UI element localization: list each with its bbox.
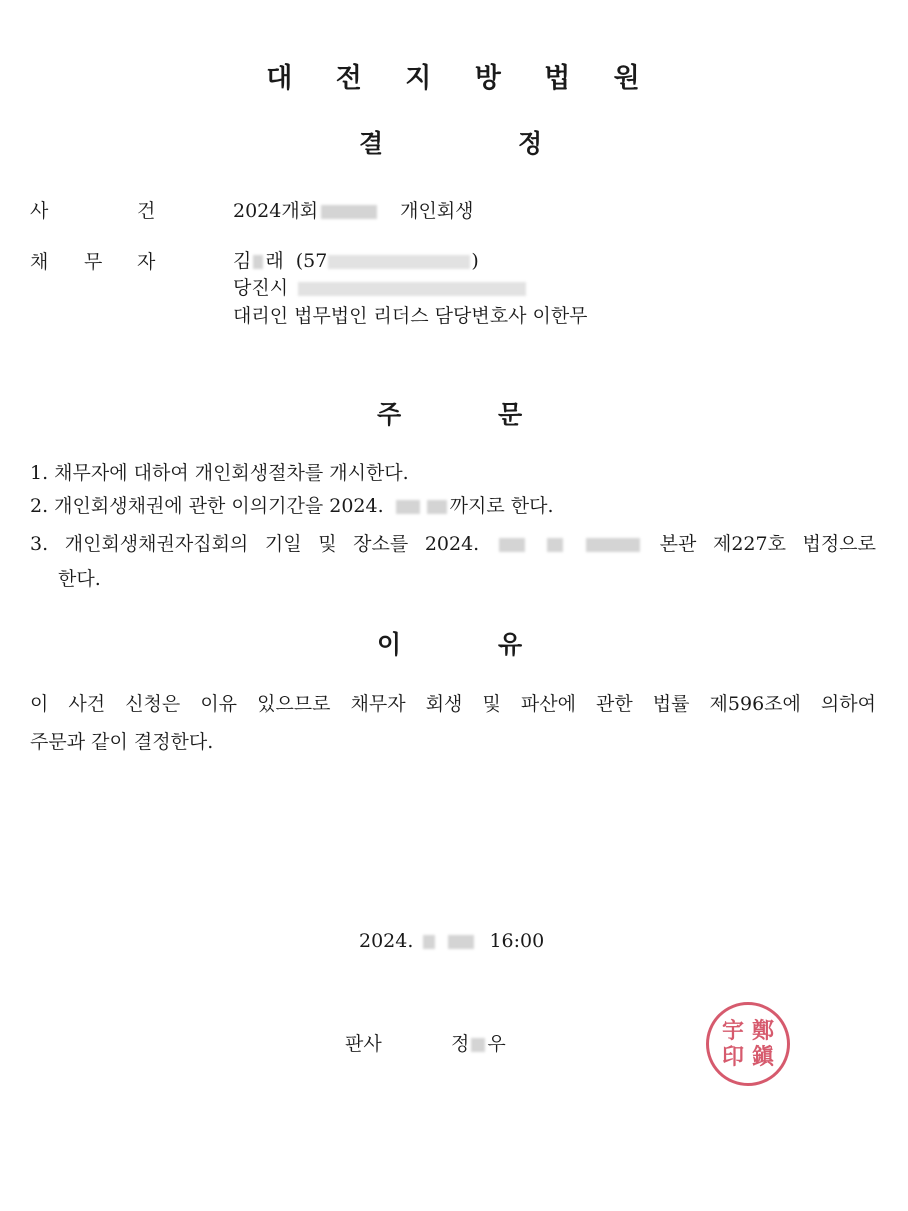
reason-line-1: 이 사건 신청은 이유 있으므로 채무자 회생 및 파산에 관한 법률 제596조에 의하여 — [30, 693, 876, 715]
reason-line-2: 주문과 같이 결정한다. — [30, 731, 214, 753]
case-number — [233, 196, 474, 223]
seal-glyph-4: 鎭 — [751, 1044, 774, 1070]
decision-date-year: 2024. — [359, 930, 414, 952]
redacted-case-number — [321, 205, 377, 219]
debtor-name-first: 김 — [233, 250, 252, 272]
redacted-decision-month — [423, 935, 435, 949]
order-title-left: 주 — [377, 400, 402, 429]
redacted-judge-name — [471, 1038, 485, 1052]
debtor-address-line — [233, 273, 529, 300]
case-label-1: 사 — [30, 200, 49, 222]
debtor-id-open: (57 — [295, 250, 328, 272]
order-item-3-continued: 한다. — [58, 568, 101, 590]
redacted-id-number — [328, 255, 470, 269]
redacted-date-day — [427, 500, 447, 514]
debtor-name-line — [233, 246, 479, 273]
debtor-name-last: 래 — [265, 250, 284, 272]
decision-time: 16:00 — [489, 930, 545, 952]
case-label-2: 건 — [137, 200, 156, 222]
redacted-meeting-time — [586, 538, 640, 552]
redacted-decision-day — [448, 935, 474, 949]
judge-name — [451, 1029, 506, 1056]
judge-name-first: 정 — [451, 1033, 470, 1055]
reason-title-right: 유 — [498, 630, 523, 659]
debtor-id-close: ) — [471, 250, 479, 272]
seal-glyph-3: 印 — [721, 1044, 744, 1070]
seal-glyph-1: 宇 — [721, 1018, 744, 1044]
court-name: 대 전 지 방 법 원 — [266, 63, 642, 94]
case-type: 개인회생 — [400, 200, 474, 222]
seal-glyph-2: 鄭 — [751, 1018, 774, 1044]
case-number-prefix: 2024개회 — [233, 200, 319, 222]
judge-title: 판사 — [345, 1033, 382, 1055]
debtor-label-1: 채 — [30, 251, 49, 273]
debtor-representative: 대리인 법무법인 리더스 담당변호사 이한무 — [233, 305, 588, 327]
order-item-3-place: 본관 제227호 법정으로 — [659, 533, 876, 555]
order-item-2-suffix: 까지로 한다. — [449, 495, 554, 517]
redacted-meeting-month — [499, 538, 525, 552]
debtor-label-3: 자 — [137, 251, 156, 273]
order-item-2 — [30, 491, 554, 518]
reason-title-left: 이 — [377, 630, 402, 659]
decision-title-right: 정 — [518, 129, 543, 158]
order-item-1: 1. 채무자에 대하여 개인회생절차를 개시한다. — [30, 462, 409, 484]
order-item-2-text: 2. 개인회생채권에 관한 이의기간을 2024. — [30, 495, 384, 517]
redacted-address — [298, 282, 526, 296]
decision-title-left: 결 — [359, 129, 384, 158]
order-title-right: 문 — [498, 400, 523, 429]
redacted-meeting-day — [547, 538, 563, 552]
decision-date — [359, 930, 544, 952]
redacted-date-month — [396, 500, 420, 514]
order-item-3-text: 3. 개인회생채권자집회의 기일 및 장소를 2024. — [30, 533, 480, 555]
judge-name-last: 우 — [487, 1033, 506, 1055]
debtor-label-2: 무 — [84, 251, 103, 273]
redacted-name — [253, 255, 263, 269]
debtor-address-prefix: 당진시 — [233, 277, 289, 299]
order-item-3 — [30, 529, 876, 556]
judge-seal — [706, 1002, 790, 1086]
